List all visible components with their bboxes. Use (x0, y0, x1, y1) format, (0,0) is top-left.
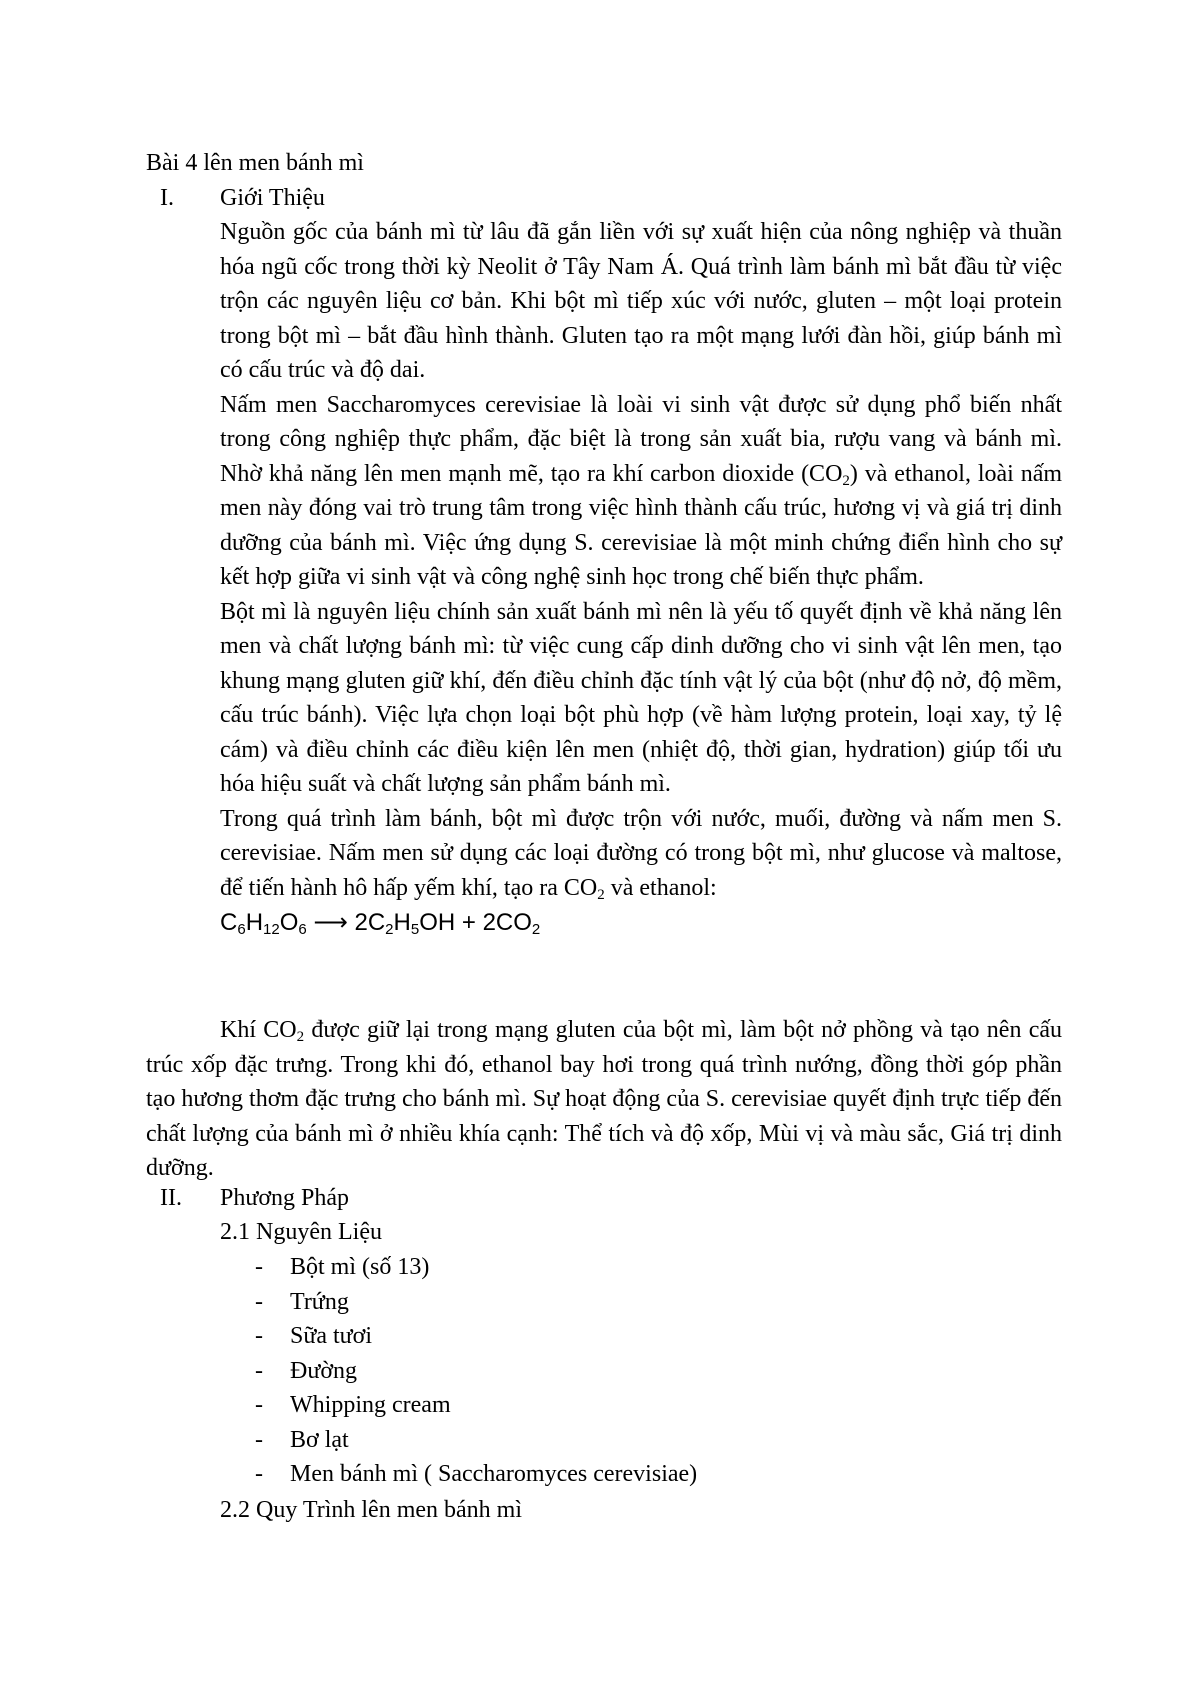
section-1-body (220, 215, 1062, 941)
list-item: - Bơ lạt (255, 1426, 349, 1453)
ingredient-list (255, 1250, 697, 1492)
paragraph-flour: Bột mì là nguyên liệu chính sản xuất bánh mì nên là yếu tố quyết định về khả năng lên men và chất lượng bánh mì: từ việc cung cấp dinh dưỡng cho vi sinh vật lên men, tạo khung mạng gluten giữ khí, đến điều chỉnh đặc tính vật lý của bột (như độ nở, độ mềm, cấu trúc bánh). Việc lựa chọn loại bột phù hợp (về hàm lượng protein, loại xay, tỷ lệ cám) và điều chỉnh các điều kiện lên men (nhiệt độ, thời gian, hydration) giúp tối ưu hóa hiệu suất và chất lượng sản phẩm bánh mì. (220, 598, 1062, 797)
section-2-number: II. (160, 1185, 182, 1211)
list-item: - Sữa tươi (255, 1323, 373, 1349)
section-2-title: Phương Pháp (220, 1185, 350, 1211)
fermentation-equation: $C_6H_{12}O_6$ ⟶ $2C_2H_5OH + 2CO_2$ (220, 909, 541, 938)
subsection-process-title: 2.2 Quy Trình lên men bánh mì (220, 1497, 523, 1523)
section-1-number: I. (160, 185, 174, 211)
section-1-title: Giới Thiệu (220, 185, 325, 211)
list-item: - Đường (255, 1357, 358, 1384)
list-item: - Men bánh mì ( Saccharomyces cerevisiae) (255, 1461, 698, 1487)
paragraph-co2-effect: Khí $CO_2$ được giữ lại trong mạng gluten của bột mì, làm bột nở phồng và tạo nên cấu trúc xốp đặc trưng. Trong khi đó, ethanol bay hơi trong quá trình nướng, đồng thời góp phần tạo hương thơm đặc trưng cho bánh mì. Sự hoạt động của S. cerevisiae quyết định trực tiếp đến chất lượng của bánh mì ở nhiều khía cạnh: Thể tích và độ xốp, Mùi vị và màu sắc, Giá trị dinh dưỡng. (146, 1017, 1063, 1181)
reaction-arrow: ⟶ (306, 909, 355, 936)
list-item: - Whipping cream (255, 1392, 451, 1418)
document-title: Bài 4 lên men bánh mì (146, 150, 364, 176)
subsection-ingredients-title: 2.1 Nguyên Liệu (220, 1219, 382, 1245)
paragraph-baking-process: Trong quá trình làm bánh, bột mì được trộn với nước, muối, đường và nấm men S. cerevisiae. Nấm men sử dụng các loại đường có trong bột mì, như glucose và maltose, để tiến hành hô hấp yếm khí, tạo ra $CO_2$ và ethanol: (220, 805, 1062, 903)
paragraph-yeast: Nấm men Saccharomyces cerevisiae là loài vi sinh vật được sử dụng phổ biến nhất trong công nghiệp thực phẩm, đặc biệt là trong sản xuất bia, rượu vang và bánh mì. Nhờ khả năng lên men mạnh mẽ, tạo ra khí carbon dioxide $(CO_2)$ và ethanol, loài nấm men này đóng vai trò trung tâm trong việc hình thành cấu trúc, hương vị và giá trị dinh dưỡng của bánh mì. Việc ứng dụng S. cerevisiae là một minh chứng điển hình cho sự kết hợp giữa vi sinh vật và công nghệ sinh học trong chế biến thực phẩm. (220, 391, 1063, 590)
list-item: - Bột mì (số 13) (255, 1254, 430, 1280)
paragraph-bread-origin: Nguồn gốc của bánh mì từ lâu đã gắn liền với sự xuất hiện của nông nghiệp và thuần hóa ngũ cốc trong thời kỳ Neolit ở Tây Nam Á. Quá trình làm bánh mì bắt đầu từ việc trộn các nguyên liệu cơ bản. Khi bột mì tiếp xúc với nước, gluten – một loại protein trong bột mì – bắt đầu hình thành. Gluten tạo ra một mạng lưới đàn hồi, giúp bánh mì có cấu trúc và độ dai. (220, 219, 1062, 383)
list-item: - Trứng (255, 1288, 349, 1315)
